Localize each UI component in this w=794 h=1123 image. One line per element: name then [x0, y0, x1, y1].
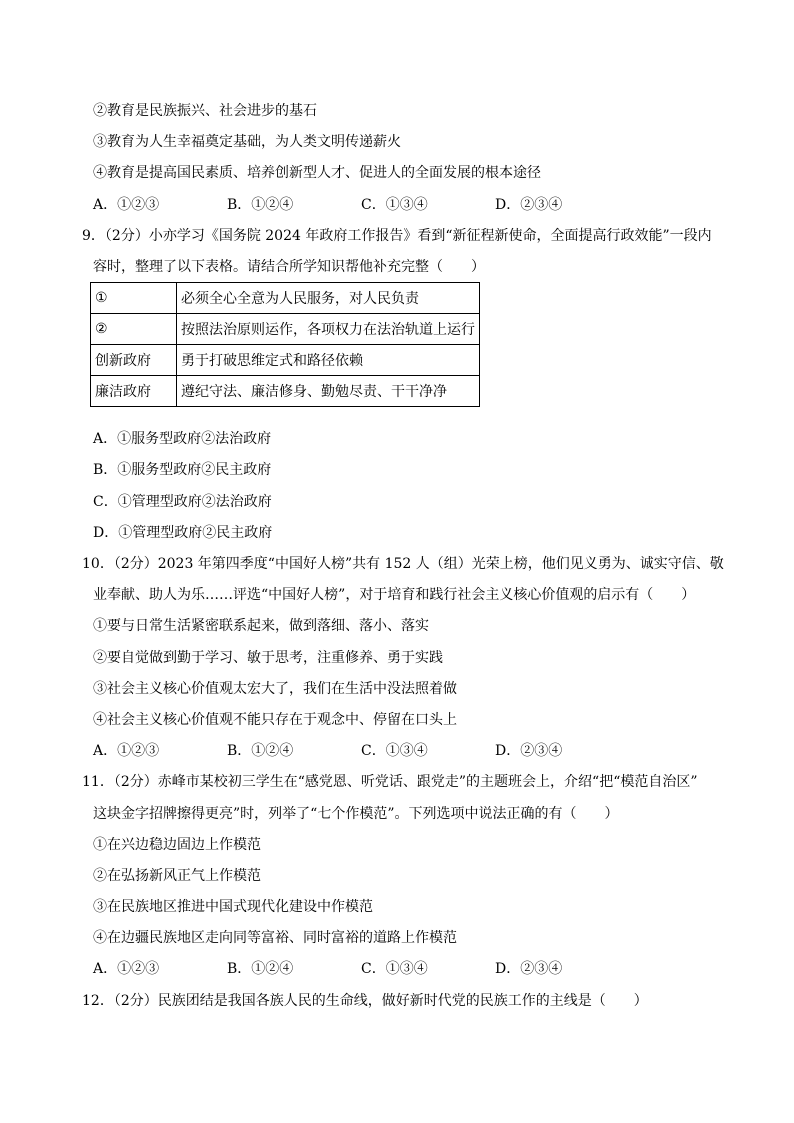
q10-option-b: B．①②④	[227, 743, 294, 759]
q10-item-1: ①要与日常生活紧密联系起来，做到落细、落小、落实	[93, 618, 429, 634]
table-cell: 必须全心全意为人民服务，对人民负责	[177, 283, 480, 314]
q8-option-c: C．①③④	[361, 197, 428, 213]
q11-stem-line1: 11．（2分）赤峰市某校初三学生在“感党恩、听党话、跟党走”的主题班会上，介绍“把“模范自治区”	[82, 774, 698, 790]
q10-option-c: C．①③④	[361, 743, 428, 759]
q12-stem-line1: 12．（2分）民族团结是我国各族人民的生命线，做好新时代党的民族工作的主线是（ ）	[82, 993, 648, 1009]
table-cell: 按照法治原则运作，各项权力在法治轨道上运行	[177, 314, 480, 345]
q9-option-c: C．①管理型政府②法治政府	[93, 494, 272, 510]
table-row	[91, 314, 480, 345]
q8-option-b: B．①②④	[227, 197, 294, 213]
q11-option-b: B．①②④	[227, 961, 294, 977]
q11-item-3: ③在民族地区推进中国式现代化建设中作模范	[93, 899, 373, 915]
q10-stem-line1: 10．（2分）2023 年第四季度“中国好人榜”共有 152 人（组）光荣上榜，他们见义勇为、诚实守信、敬	[82, 556, 724, 572]
table-cell: ②	[91, 314, 177, 345]
q8-item-4: ④教育是提高国民素质、培养创新型人才、促进人的全面发展的根本途径	[93, 165, 541, 181]
q10-option-a: A．①②③	[93, 743, 160, 759]
q9-table	[90, 282, 480, 407]
table-cell: 遵纪守法、廉洁修身、勤勉尽责、干干净净	[177, 376, 480, 407]
table-cell: 廉洁政府	[91, 376, 177, 407]
q10-item-4: ④社会主义核心价值观不能只存在于观念中、停留在口头上	[93, 712, 457, 728]
q11-item-4: ④在边疆民族地区走向同等富裕、同时富裕的道路上作模范	[93, 930, 457, 946]
q11-option-c: C．①③④	[361, 961, 428, 977]
q10-item-3: ③社会主义核心价值观太宏大了，我们在生活中没法照着做	[93, 681, 457, 697]
q10-item-2: ②要自觉做到勤于学习、敏于思考，注重修养、勇于实践	[93, 650, 443, 666]
q10-stem-line2: 业奉献、助人为乐……评选“中国好人榜”，对于培育和践行社会主义核心价值观的启示有（ ）	[93, 587, 696, 603]
q11-stem-line2: 这块金字招牌擦得更亮”时，列举了“七个作模范”。下列选项中说法正确的有（ ）	[93, 806, 619, 822]
table-cell: 勇于打破思维定式和路径依赖	[177, 345, 480, 376]
q11-item-2: ②在弘扬新风正气上作模范	[93, 868, 261, 884]
q11-option-a: A．①②③	[93, 961, 160, 977]
q11-item-1: ①在兴边稳边固边上作模范	[93, 837, 261, 853]
table-row	[91, 283, 480, 314]
q8-item-2: ②教育是民族振兴、社会进步的基石	[93, 103, 317, 119]
q9-option-b: B．①服务型政府②民主政府	[93, 462, 272, 478]
table-row	[91, 376, 480, 407]
q8-option-d: D．②③④	[495, 197, 563, 213]
q8-item-3: ③教育为人生幸福奠定基础，为人类文明传递薪火	[93, 134, 401, 150]
table-cell: 创新政府	[91, 345, 177, 376]
q8-options	[93, 196, 653, 214]
table-cell: ①	[91, 283, 177, 314]
table-row	[91, 345, 480, 376]
q9-option-a: A．①服务型政府②法治政府	[93, 431, 272, 447]
q10-option-d: D．②③④	[495, 743, 563, 759]
q9-option-d: D．①管理型政府②民主政府	[93, 525, 273, 541]
q11-option-d: D．②③④	[495, 961, 563, 977]
q8-option-a: A．①②③	[93, 197, 160, 213]
q11-options	[93, 960, 653, 978]
q9-stem-line2: 容时，整理了以下表格。请结合所学知识帮他补充完整（ ）	[93, 259, 485, 275]
q10-options	[93, 742, 653, 760]
q9-stem-line1: 9．（2分）小亦学习《国务院 2024 年政府工作报告》看到“新征程新使命，全面提高行政效能”一段内	[82, 228, 712, 244]
